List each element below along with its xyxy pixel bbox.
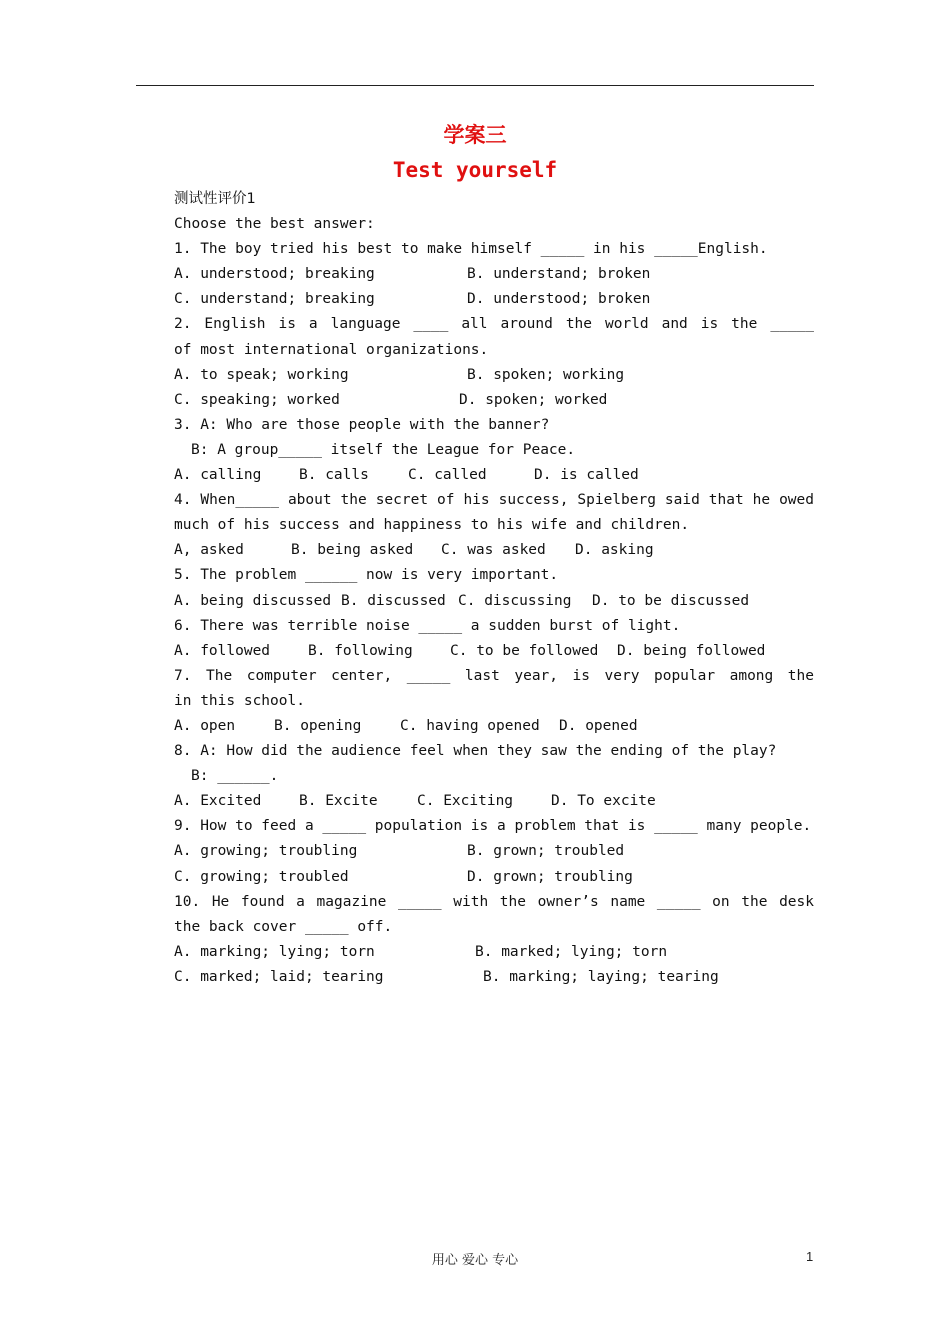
q4-options [174,538,814,563]
q5-options [174,589,814,614]
question-10-line-2: the back cover _____ off. [174,918,393,935]
q2-option-a: A. to speak; working [174,366,349,383]
q10-options-row-2 [174,965,814,990]
q10-option-a: A. marking; lying; torn [174,943,375,960]
q2-option-c: C. speaking; worked [174,391,340,408]
question-7-line-2: in this school. [174,692,305,709]
title-english: Test yourself [392,158,558,182]
header-rule [136,85,814,86]
q5-option-d: D. to be discussed [592,592,750,609]
q5-option-b: B. discussed [341,592,446,609]
q7-option-d: D. opened [559,717,638,734]
q5-option-c: C. discussing [458,592,572,609]
q1-option-a: A. understood; breaking [174,266,375,283]
question-4-line-2: much of his success and happiness to his wife and children. [174,517,690,534]
q9-option-c: C. growing; troubled [174,868,349,885]
q9-option-a: A. growing; troubling [174,843,358,860]
q10-options-row-1 [174,940,814,965]
q6-option-b: B. following [308,642,413,659]
section-label: 测试性评价1 [174,191,256,207]
q3-options [174,463,814,488]
q4-option-b: B. being asked [291,542,414,559]
q8-option-b: B. Excite [299,793,378,810]
page-number: 1 [806,1249,814,1264]
q10-option-b: B. marked; lying; torn [475,943,668,960]
question-9: 9. How to feed a _____ population is a problem that is _____ many people. [174,818,812,835]
q8-option-d: D. To excite [551,793,656,810]
q1-option-b: B. understand; broken [467,266,651,283]
q4-option-a: A, asked [174,542,244,559]
q7-option-a: A. open [174,717,236,734]
question-8-line-2: B: ______. [191,768,279,785]
question-10-line-1: 10. He found a magazine _____ with the owner’s name _____ on the desk [174,893,814,910]
q7-option-b: B. opening [274,717,362,734]
q1-options-row-2 [174,287,814,312]
q9-options-row-1 [174,839,814,864]
instruction: Choose the best answer: [174,216,375,233]
q8-option-c: C. Exciting [417,793,514,810]
question-3-line-1: 3. A: Who are those people with the banner? [174,416,550,433]
q6-option-c: C. to be followed [450,642,599,659]
q2-option-d: D. spoken; worked [459,391,608,408]
title-chinese: 学案三 [443,123,507,147]
q8-options [174,789,814,814]
q9-option-d: D. grown; troubling [467,868,633,885]
footer-slogan: 用心 爱心 专心 [431,1253,519,1268]
question-5: 5. The problem ______ now is very important. [174,567,559,584]
q4-option-d: D. asking [575,542,654,559]
question-2-line-2: of most international organizations. [174,341,489,358]
q3-option-c: C. called [408,467,487,484]
question-8-line-1: 8. A: How did the audience feel when they saw the ending of the play? [174,743,777,760]
q8-option-a: A. Excited [174,793,262,810]
q9-options-row-2 [174,865,814,890]
q4-option-c: C. was asked [441,542,546,559]
question-1: 1. The boy tried his best to make himself _____ in his _____English. [174,241,768,258]
q1-options-row-1 [174,262,814,287]
q9-option-b: B. grown; troubled [467,843,625,860]
q3-option-b: B. calls [299,467,369,484]
q3-option-d: D. is called [534,467,639,484]
q1-option-d: D. understood; broken [467,291,651,308]
question-6: 6. There was terrible noise _____ a sudden burst of light. [174,617,681,634]
worksheet-body [174,187,814,990]
q6-option-a: A. followed [174,642,271,659]
q6-options [174,639,814,664]
q6-option-d: D. being followed [617,642,766,659]
q1-option-c: C. understand; breaking [174,291,375,308]
q2-option-b: B. spoken; working [467,366,625,383]
question-2-line-1: 2. English is a language ____ all around the world and is the _____ [174,316,814,333]
q10-option-c: C. marked; laid; tearing [174,968,384,985]
q5-option-a: A. being discussed [174,592,332,609]
question-4-line-1: 4. When_____ about the secret of his success, Spielberg said that he owed [174,492,814,509]
q2-options-row-1 [174,363,814,388]
q7-options [174,714,814,739]
question-3-line-2: B: A group_____ itself the League for Peace. [191,441,576,458]
q2-options-row-2 [174,388,814,413]
q10-option-d: B. marking; laying; tearing [483,968,719,985]
q7-option-c: C. having opened [400,717,540,734]
question-7-line-1: 7. The computer center, _____ last year, is very popular among the [174,667,814,684]
q3-option-a: A. calling [174,467,262,484]
